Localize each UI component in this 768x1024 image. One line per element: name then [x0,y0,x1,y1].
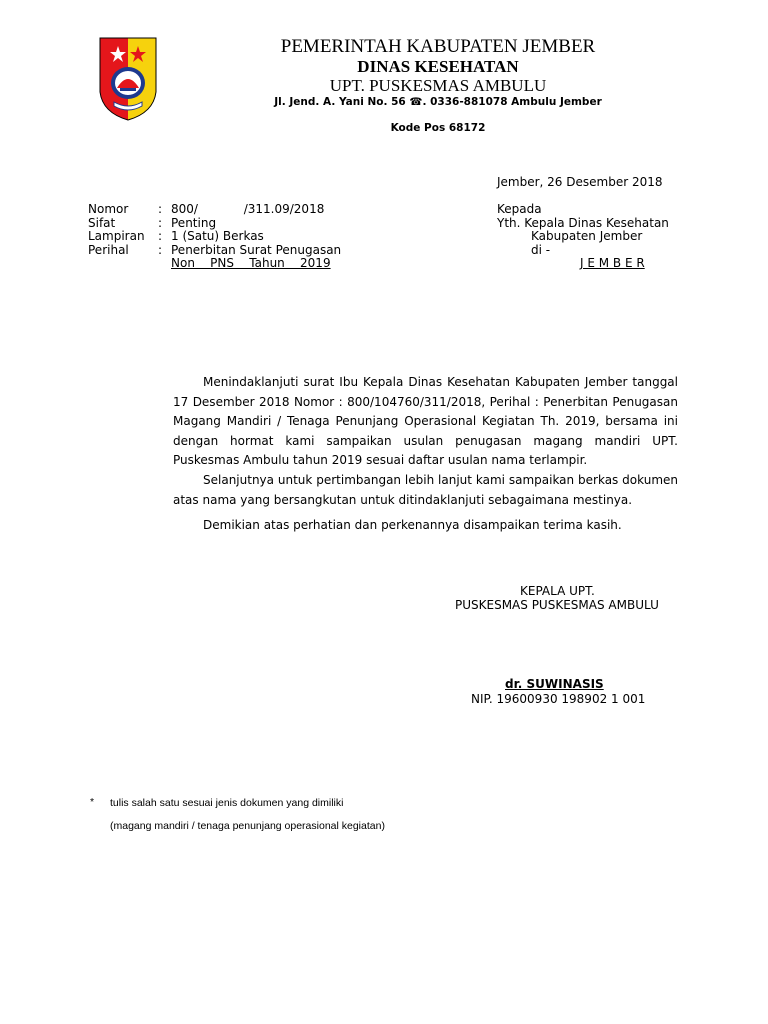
signature-title-1: KEPALA UPT. [520,584,595,598]
header-government: PEMERINTAH KABUPATEN JEMBER [280,36,596,57]
body-paragraph-2: Selanjutnya untuk pertimbangan lebih lanjut kami sampaikan berkas dokumen atas nama yang bersangkutan untuk ditindaklanjuti sebagaimana mestinya. [173,473,678,507]
body-paragraph-3: Demikian atas perhatian dan perkenannya disampaikan terima kasih. [203,518,622,532]
recipient-city: J E M B E R [580,256,645,270]
meta-label-nomor: Nomor [88,202,129,216]
header-unit: UPT. PUSKESMAS AMBULU [329,76,547,95]
meta-sep: : [158,202,163,216]
meta-label-sifat: Sifat [88,216,116,230]
place-date: Jember, 26 Desember 2018 [497,175,663,189]
recipient-regency: Kabupaten Jember [531,229,643,243]
meta-value-perihal: Penerbitan Surat Penugasan [171,243,342,257]
footnote-star: * [90,796,95,808]
signatory-nip: NIP. 19600930 198902 1 001 [471,692,646,706]
recipient-di: di - [531,243,551,257]
meta-sep: : [158,216,163,230]
meta-sep: : [158,229,163,243]
header-postal-code: Kode Pos 68172 [390,122,486,134]
recipient-kepada: Kepada [497,202,542,216]
header-department: DINAS KESEHATAN [357,57,519,76]
meta-value-nomor: 800/ /311.09/2018 [171,202,325,216]
meta-value-lampiran: 1 (Satu) Berkas [171,229,264,243]
footnote-line-2: (magang mandiri / tenaga penunjang operasional kegiatan) [110,820,385,832]
meta-sep: : [158,243,163,257]
recipient-title: Yth. Kepala Dinas Kesehatan [497,216,669,230]
signature-title-2: PUSKESMAS PUSKESMAS AMBULU [455,598,659,612]
header-address: Jl. Jend. A. Yani No. 56 ☎. 0336-881078 Ambulu Jember [274,96,602,108]
meta-label-perihal: Perihal [88,243,129,257]
signatory-name: dr. SUWINASIS [505,677,604,691]
subject-continuation: Non PNS Tahun 2019 [171,256,331,270]
jember-regency-crest-icon [98,36,158,122]
body-paragraph-1: Menindaklanjuti surat Ibu Kepala Dinas Kesehatan Kabupaten Jember tanggal 17 Desember 2018 Nomor : 800/104760/311/2018, Perihal : Penerbitan Penugasan Magang Mandiri / Tenaga Penunjang Operasional Kegiatan Th. 2019, bersama ini dengan hormat kami sampaikan usulan penugasan magang mandiri UPT. Puskesmas Ambulu tahun 2019 sesuai daftar usulan nama terlampir. [173,375,678,467]
meta-label-lampiran: Lampiran [88,229,145,243]
footnote-line-1: tulis salah satu sesuai jenis dokumen yang dimiliki [110,797,344,809]
meta-value-sifat: Penting [171,216,217,230]
